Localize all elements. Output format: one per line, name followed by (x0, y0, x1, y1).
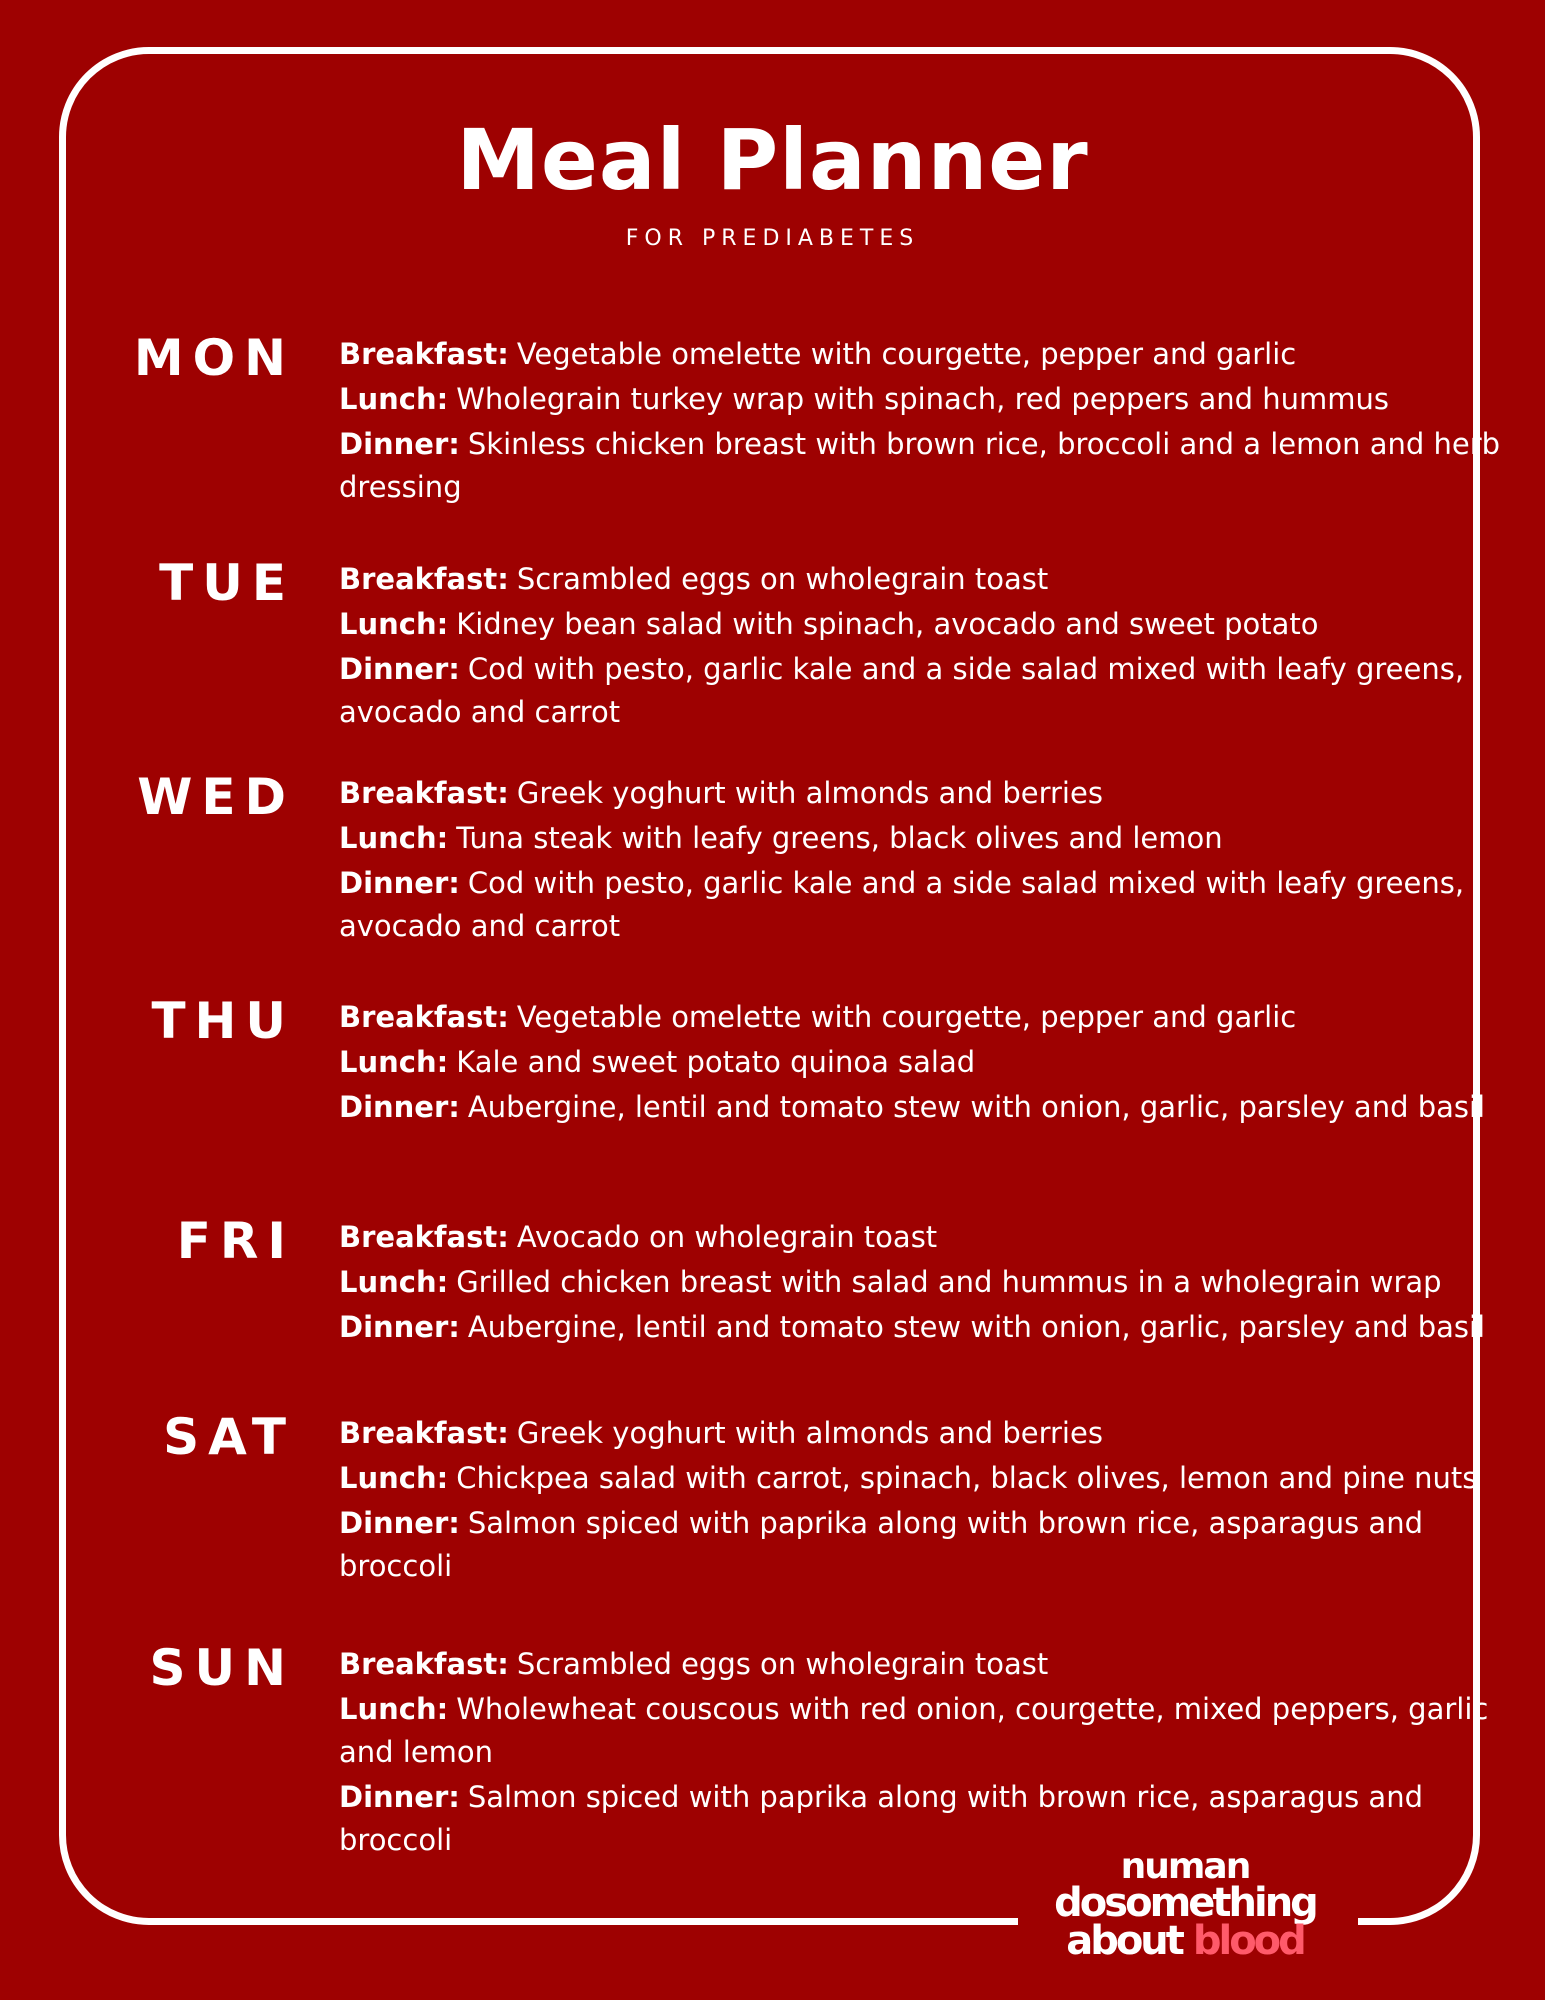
meal-list (339, 558, 1519, 736)
day-label: MON (133, 329, 295, 387)
lunch-entry (339, 1457, 1519, 1500)
day-label: THU (151, 992, 295, 1050)
breakfast-label: Breakfast: (339, 1647, 509, 1681)
dinner-text: Salmon spiced with paprika along with brown rice, asparagus and broccoli (339, 1506, 1423, 1583)
breakfast-label: Breakfast: (339, 1000, 509, 1034)
dinner-label: Dinner: (339, 866, 460, 900)
meal-list (339, 1643, 1519, 1864)
day-label: WED (137, 768, 295, 826)
dinner-text: Cod with pesto, garlic kale and a side salad mixed with leafy greens, avocado and carrot (339, 652, 1465, 729)
lunch-label: Lunch: (339, 1045, 449, 1079)
breakfast-entry (339, 1412, 1519, 1455)
breakfast-entry (339, 558, 1519, 601)
meal-list (339, 772, 1519, 950)
breakfast-entry (339, 1643, 1519, 1686)
logo-line-2: dosomething (1054, 1880, 1316, 1927)
logo-line-3 (1020, 1918, 1350, 1965)
lunch-entry (339, 817, 1519, 860)
lunch-entry (339, 1688, 1519, 1774)
dinner-label: Dinner: (339, 1780, 460, 1814)
breakfast-text: Avocado on wholegrain toast (516, 1220, 938, 1254)
breakfast-label: Breakfast: (339, 776, 509, 810)
breakfast-label: Breakfast: (339, 1220, 509, 1254)
meal-list (339, 1216, 1519, 1351)
meal-list (339, 996, 1519, 1131)
lunch-text: Kidney bean salad with spinach, avocado and sweet potato (456, 607, 1319, 641)
page-title: Meal Planner (456, 111, 1089, 209)
page-subtitle: FOR PREDIABETES (625, 226, 920, 251)
breakfast-text: Vegetable omelette with courgette, pepper and garlic (516, 337, 1297, 371)
lunch-entry (339, 378, 1519, 421)
dinner-entry (339, 1502, 1519, 1588)
dinner-label: Dinner: (339, 652, 460, 686)
breakfast-text: Scrambled eggs on wholegrain toast (516, 562, 1049, 596)
lunch-text: Wholewheat couscous with red onion, courgette, mixed peppers, garlic and lemon (339, 1692, 1489, 1769)
breakfast-label: Breakfast: (339, 562, 509, 596)
breakfast-label: Breakfast: (339, 1416, 509, 1450)
breakfast-entry (339, 772, 1519, 815)
lunch-label: Lunch: (339, 607, 449, 641)
dinner-text: Cod with pesto, garlic kale and a side salad mixed with leafy greens, avocado and carrot (339, 866, 1465, 943)
dinner-entry (339, 862, 1519, 948)
logo-about: about (1066, 1918, 1193, 1965)
dinner-text: Aubergine, lentil and tomato stew with onion, garlic, parsley and basil (467, 1090, 1486, 1124)
lunch-text: Tuna steak with leafy greens, black olives and lemon (456, 821, 1223, 855)
lunch-label: Lunch: (339, 382, 449, 416)
dinner-entry (339, 1086, 1519, 1129)
lunch-text: Kale and sweet potato quinoa salad (456, 1045, 976, 1079)
lunch-entry (339, 1261, 1519, 1304)
dinner-entry (339, 423, 1519, 509)
day-label: SUN (149, 1639, 295, 1697)
dinner-text: Skinless chicken breast with brown rice, broccoli and a lemon and herb dressing (339, 427, 1501, 504)
dinner-label: Dinner: (339, 1506, 460, 1540)
brand-logo (1020, 1846, 1350, 1965)
meal-list (339, 333, 1519, 511)
breakfast-entry (339, 1216, 1519, 1259)
lunch-label: Lunch: (339, 1461, 449, 1495)
lunch-text: Wholegrain turkey wrap with spinach, red peppers and hummus (456, 382, 1390, 416)
day-label: SAT (163, 1408, 295, 1466)
breakfast-text: Greek yoghurt with almonds and berries (516, 1416, 1103, 1450)
breakfast-text: Scrambled eggs on wholegrain toast (516, 1647, 1049, 1681)
breakfast-label: Breakfast: (339, 337, 509, 371)
lunch-entry (339, 603, 1519, 646)
lunch-text: Grilled chicken breast with salad and hummus in a wholegrain wrap (456, 1265, 1442, 1299)
lunch-text: Chickpea salad with carrot, spinach, black olives, lemon and pine nuts (456, 1461, 1478, 1495)
lunch-label: Lunch: (339, 1692, 449, 1726)
dinner-text: Salmon spiced with paprika along with brown rice, asparagus and broccoli (339, 1780, 1423, 1857)
dinner-entry (339, 1306, 1519, 1349)
lunch-entry (339, 1041, 1519, 1084)
lunch-label: Lunch: (339, 821, 449, 855)
meal-list (339, 1412, 1519, 1590)
breakfast-text: Vegetable omelette with courgette, pepper and garlic (516, 1000, 1297, 1034)
day-label: FRI (176, 1212, 295, 1270)
dinner-label: Dinner: (339, 1090, 460, 1124)
lunch-label: Lunch: (339, 1265, 449, 1299)
logo-blood: blood (1192, 1918, 1304, 1965)
breakfast-text: Greek yoghurt with almonds and berries (516, 776, 1103, 810)
dinner-label: Dinner: (339, 1310, 460, 1344)
dinner-label: Dinner: (339, 427, 460, 461)
logo-line-1: numan (1120, 1846, 1250, 1887)
dinner-entry (339, 648, 1519, 734)
breakfast-entry (339, 996, 1519, 1039)
breakfast-entry (339, 333, 1519, 376)
dinner-text: Aubergine, lentil and tomato stew with onion, garlic, parsley and basil (467, 1310, 1486, 1344)
day-label: TUE (159, 554, 295, 612)
